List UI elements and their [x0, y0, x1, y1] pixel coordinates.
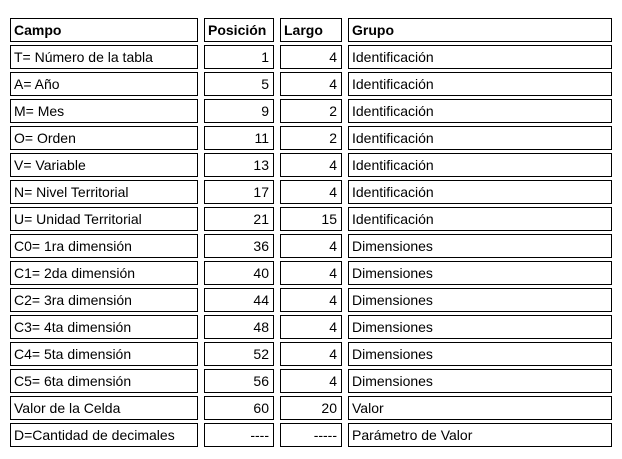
- table-row: [10, 288, 612, 312]
- table-row: [10, 126, 612, 150]
- cell-campo: O= Orden: [10, 126, 198, 150]
- cell-posicion: 52: [204, 342, 274, 366]
- cell-grupo: Identificación: [348, 126, 612, 150]
- cell-posicion: 17: [204, 180, 274, 204]
- table-row: [10, 396, 612, 420]
- cell-campo: D=Cantidad de decimales: [10, 423, 198, 447]
- table-row: [10, 261, 612, 285]
- cell-largo: -----: [280, 423, 342, 447]
- cell-posicion: 36: [204, 234, 274, 258]
- cell-largo: 15: [280, 207, 342, 231]
- cell-largo: 4: [280, 369, 342, 393]
- cell-campo: M= Mes: [10, 99, 198, 123]
- cell-largo: 4: [280, 315, 342, 339]
- cell-campo: A= Año: [10, 72, 198, 96]
- table-row: [10, 153, 612, 177]
- cell-posicion: 48: [204, 315, 274, 339]
- cell-grupo: Identificación: [348, 99, 612, 123]
- cell-grupo: Dimensiones: [348, 342, 612, 366]
- cell-campo: V= Variable: [10, 153, 198, 177]
- column-header-campo: Campo: [10, 18, 198, 42]
- table-row: [10, 234, 612, 258]
- cell-grupo: Valor: [348, 396, 612, 420]
- cell-grupo: Dimensiones: [348, 315, 612, 339]
- table-row: [10, 99, 612, 123]
- cell-grupo: Identificación: [348, 45, 612, 69]
- cell-campo: C1= 2da dimensión: [10, 261, 198, 285]
- table-row: [10, 180, 612, 204]
- column-header-grupo: Grupo: [348, 18, 612, 42]
- cell-campo: U= Unidad Territorial: [10, 207, 198, 231]
- cell-grupo: Identificación: [348, 72, 612, 96]
- cell-posicion: 44: [204, 288, 274, 312]
- cell-largo: 2: [280, 126, 342, 150]
- cell-posicion: 11: [204, 126, 274, 150]
- cell-grupo: Dimensiones: [348, 369, 612, 393]
- table-row: [10, 45, 612, 69]
- cell-campo: C0= 1ra dimensión: [10, 234, 198, 258]
- cell-largo: 4: [280, 234, 342, 258]
- cell-posicion: 60: [204, 396, 274, 420]
- table-body: [10, 45, 612, 447]
- table-row: [10, 207, 612, 231]
- table-row: [10, 423, 612, 447]
- cell-posicion: 56: [204, 369, 274, 393]
- column-header-posicion: Posición: [204, 18, 274, 42]
- cell-largo: 4: [280, 45, 342, 69]
- cell-posicion: 9: [204, 99, 274, 123]
- cell-campo: C5= 6ta dimensión: [10, 369, 198, 393]
- cell-grupo: Identificación: [348, 180, 612, 204]
- cell-posicion: 21: [204, 207, 274, 231]
- cell-largo: 4: [280, 153, 342, 177]
- table-row: [10, 342, 612, 366]
- cell-posicion: 1: [204, 45, 274, 69]
- table-row: [10, 315, 612, 339]
- cell-campo: C4= 5ta dimensión: [10, 342, 198, 366]
- table-row: [10, 72, 612, 96]
- cell-campo: C2= 3ra dimensión: [10, 288, 198, 312]
- cell-largo: 4: [280, 72, 342, 96]
- cell-grupo: Parámetro de Valor: [348, 423, 612, 447]
- cell-grupo: Dimensiones: [348, 261, 612, 285]
- cell-largo: 4: [280, 288, 342, 312]
- cell-posicion: ----: [204, 423, 274, 447]
- cell-posicion: 40: [204, 261, 274, 285]
- cell-largo: 2: [280, 99, 342, 123]
- cell-grupo: Identificación: [348, 207, 612, 231]
- cell-campo: T= Número de la tabla: [10, 45, 198, 69]
- cell-largo: 4: [280, 342, 342, 366]
- cell-largo: 4: [280, 180, 342, 204]
- cell-posicion: 13: [204, 153, 274, 177]
- table-row: [10, 369, 612, 393]
- cell-posicion: 5: [204, 72, 274, 96]
- cell-largo: 4: [280, 261, 342, 285]
- cell-grupo: Dimensiones: [348, 234, 612, 258]
- cell-largo: 20: [280, 396, 342, 420]
- cell-campo: C3= 4ta dimensión: [10, 315, 198, 339]
- field-layout-table: [10, 18, 612, 447]
- column-header-largo: Largo: [280, 18, 342, 42]
- cell-grupo: Dimensiones: [348, 288, 612, 312]
- cell-grupo: Identificación: [348, 153, 612, 177]
- cell-campo: Valor de la Celda: [10, 396, 198, 420]
- table-header-row: [10, 18, 612, 42]
- cell-campo: N= Nivel Territorial: [10, 180, 198, 204]
